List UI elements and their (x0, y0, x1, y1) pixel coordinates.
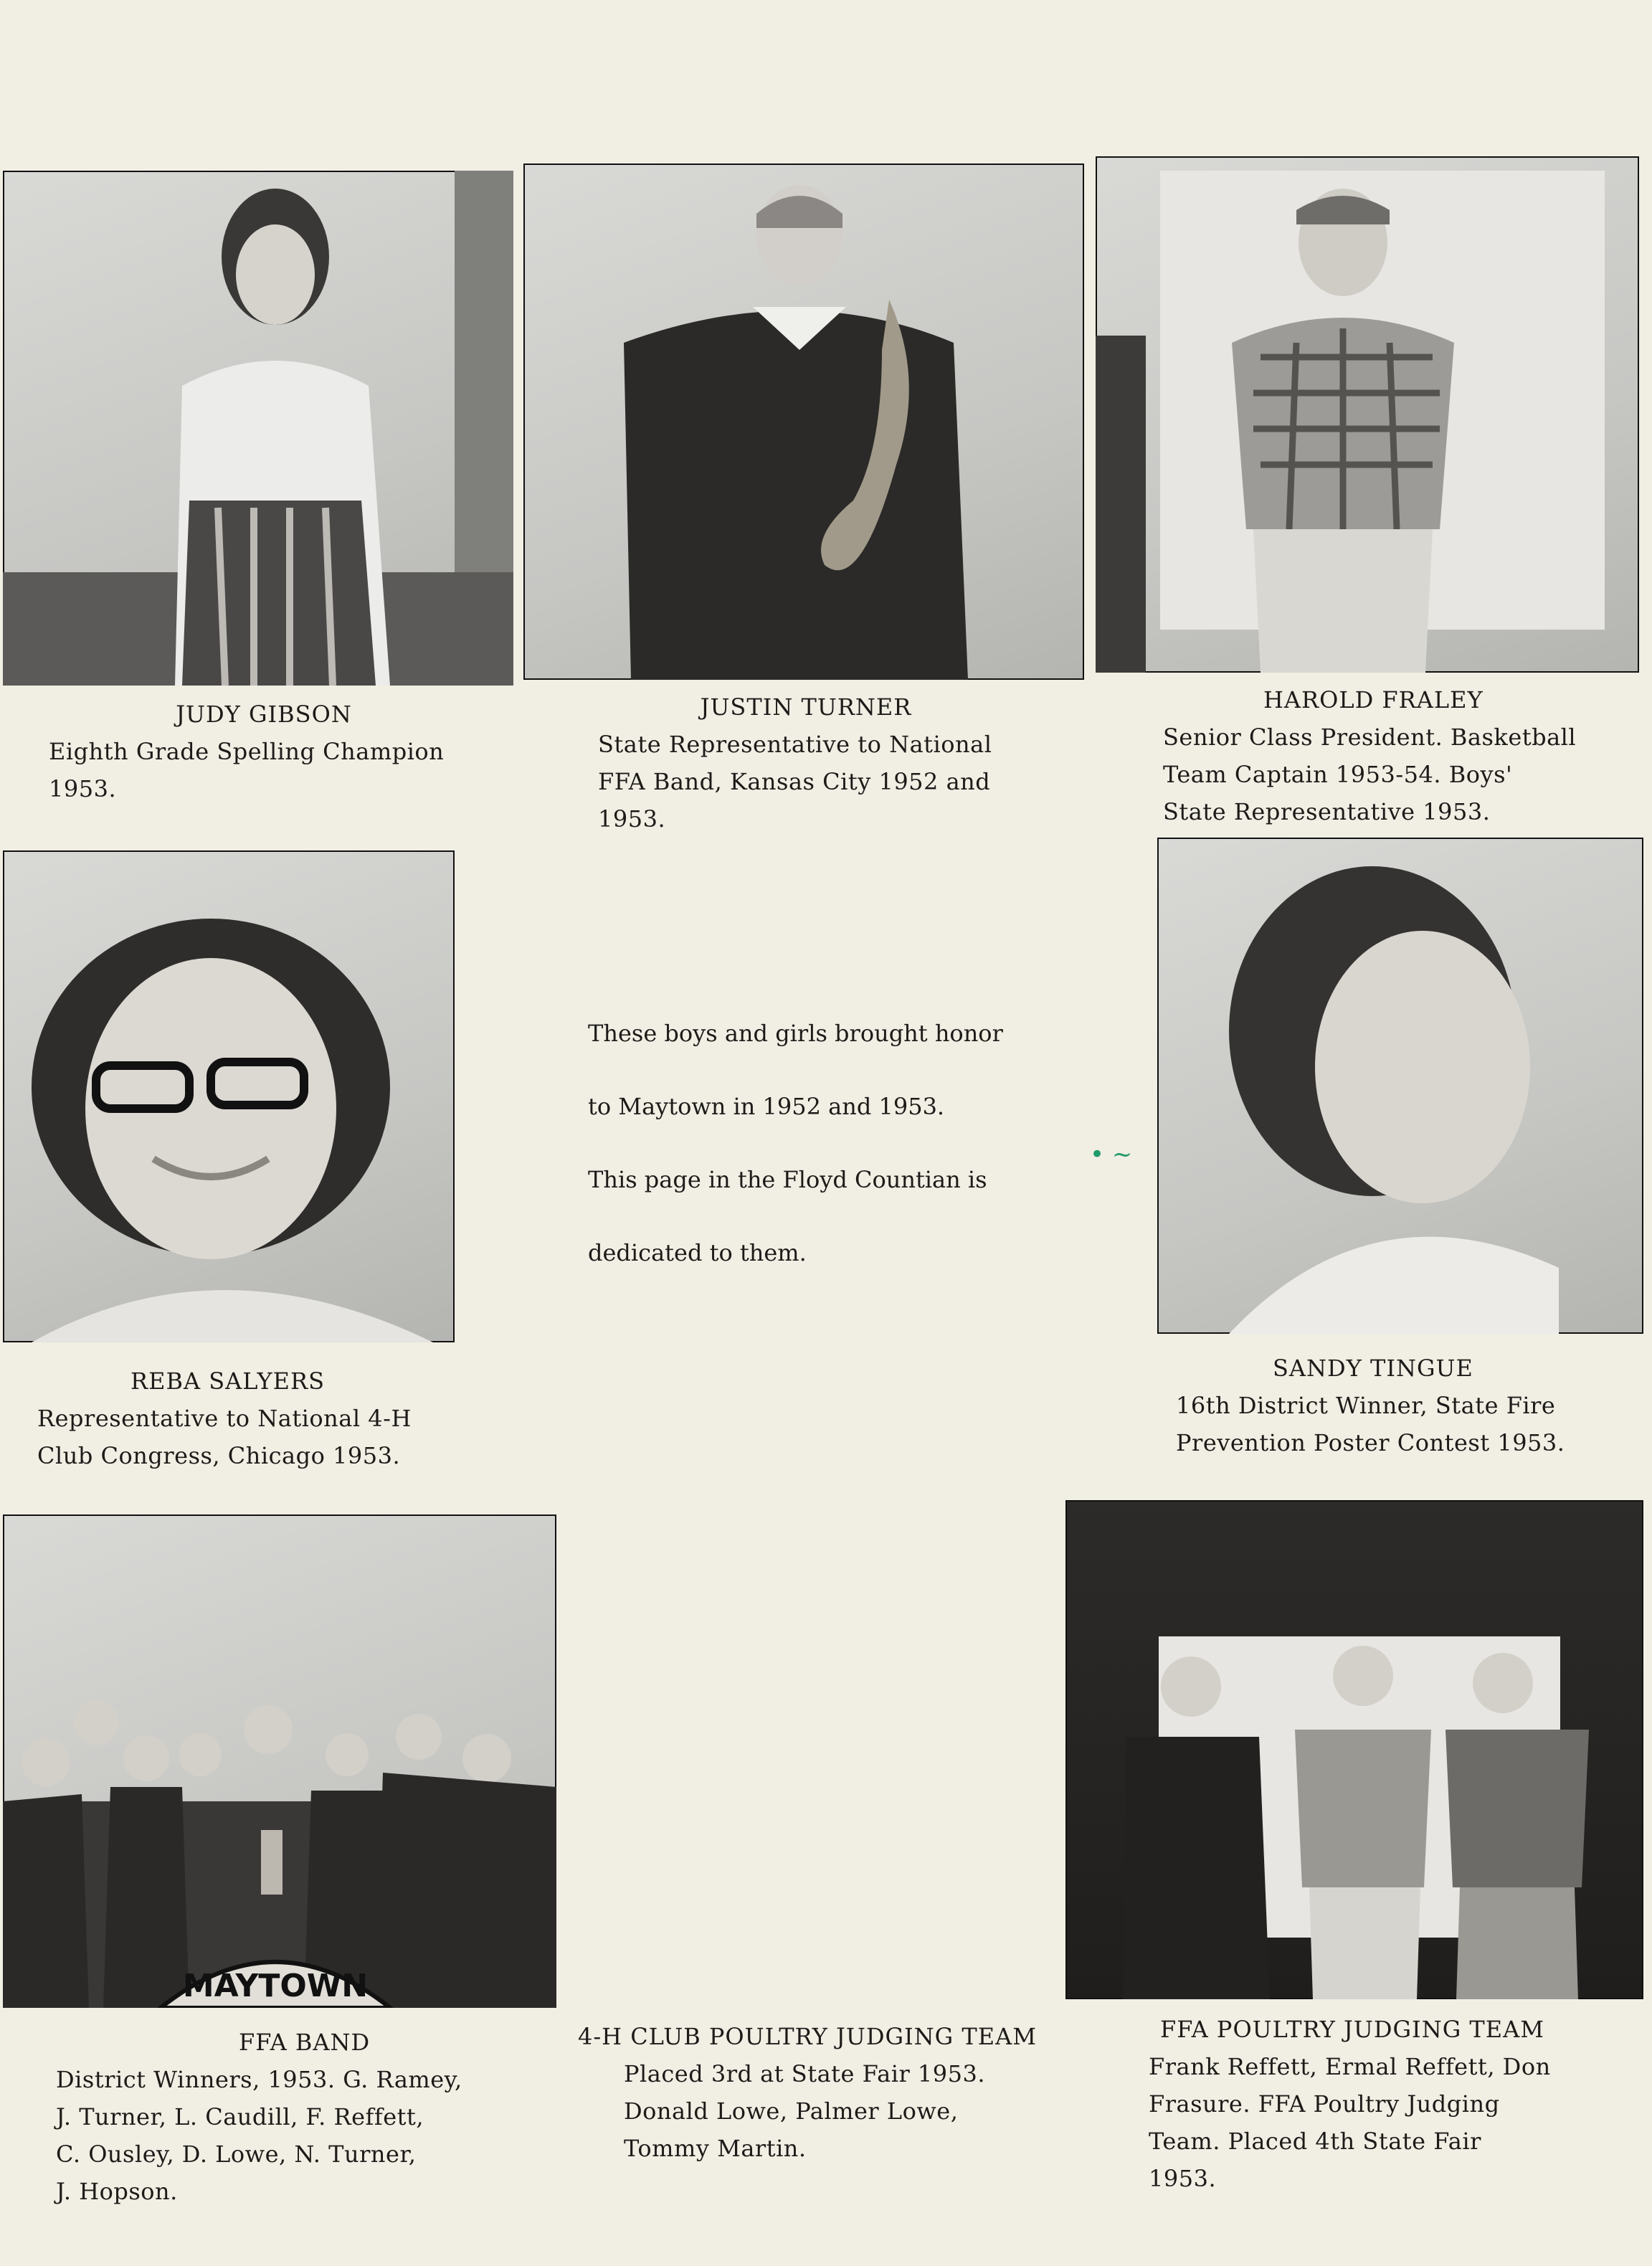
caption-line: 1953. (598, 805, 666, 833)
caption-line: Tommy Martin. (624, 2135, 807, 2162)
caption-line: J. Hopson. (56, 2178, 178, 2205)
caption-line: Prevention Poster Contest 1953. (1176, 1429, 1565, 1456)
photo-ffa-band (3, 1514, 556, 2008)
ink-mark-icon: • ~ (1090, 1140, 1133, 1169)
dedication-line: dedicated to them. (588, 1239, 807, 1266)
caption-line: 1953. (49, 775, 117, 802)
portrait-figure (3, 850, 455, 1342)
caption-line: Donald Lowe, Palmer Lowe, (624, 2097, 959, 2125)
caption-line: State Representative to National (598, 731, 992, 758)
caption-reba-salyers (37, 1362, 467, 1474)
dedication-line: This page in the Floyd Countian is (588, 1166, 987, 1193)
name-sandy-tingue: SANDY TINGUE (1273, 1355, 1473, 1382)
photo-justin-turner (523, 163, 1084, 680)
caption-line: 16th District Winner, State Fire (1176, 1392, 1556, 1419)
drum-label: MAYTOWN (182, 1968, 369, 2004)
name-justin-turner: JUSTIN TURNER (700, 693, 912, 721)
caption-line: District Winners, 1953. G. Ramey, (56, 2066, 462, 2093)
group-figures (1065, 1500, 1643, 1999)
dedication-line: to Maytown in 1952 and 1953. (588, 1093, 945, 1120)
caption-ffa-band (56, 2024, 543, 2210)
portrait-figure (3, 171, 513, 686)
caption-sandy-tingue (1176, 1350, 1606, 1461)
caption-line: C. Ousley, D. Lowe, N. Turner, (56, 2141, 417, 2168)
portrait-figure (1096, 156, 1639, 673)
caption-line: State Representative 1953. (1163, 798, 1491, 825)
caption-line: Frasure. FFA Poultry Judging (1149, 2090, 1500, 2118)
photo-reba-salyers (3, 850, 455, 1342)
name-harold-fraley: HAROLD FRALEY (1263, 686, 1484, 714)
dedication-text (588, 997, 1003, 1289)
title-ffa-band: FFA BAND (239, 2029, 371, 2056)
portrait-figure (523, 163, 1084, 680)
caption-line: 1953. (1149, 2165, 1217, 2192)
caption-line: Placed 3rd at State Fair 1953. (624, 2060, 986, 2087)
photo-ffa-poultry-team (1065, 1500, 1643, 1999)
caption-line: Team. Placed 4th State Fair (1149, 2128, 1481, 2155)
photo-sandy-tingue (1157, 838, 1643, 1334)
caption-line: Representative to National 4-H (37, 1405, 412, 1432)
caption-line: FFA Band, Kansas City 1952 and (598, 768, 991, 795)
caption-ffa-poultry-team (1149, 2011, 1636, 2197)
caption-line: Senior Class President. Basketball (1163, 724, 1577, 751)
caption-line: Club Congress, Chicago 1953. (37, 1442, 401, 1469)
caption-judy-gibson (49, 696, 479, 807)
caption-line: Eighth Grade Spelling Champion (49, 738, 445, 765)
caption-line: Frank Reffett, Ermal Reffett, Don (1149, 2053, 1551, 2080)
name-judy-gibson: JUDY GIBSON (176, 701, 352, 728)
dedication-line: These boys and girls brought honor (588, 1020, 1003, 1047)
group-figures (3, 1514, 556, 2008)
caption-line: J. Turner, L. Caudill, F. Reffett, (56, 2103, 424, 2130)
caption-justin-turner (598, 688, 1014, 838)
name-reba-salyers: REBA SALYERS (130, 1367, 325, 1395)
photo-judy-gibson (3, 171, 513, 686)
caption-harold-fraley (1163, 681, 1593, 830)
photo-harold-fraley (1096, 156, 1639, 673)
portrait-figure (1157, 838, 1643, 1334)
title-ffa-poultry-team: FFA POULTRY JUDGING TEAM (1160, 2016, 1544, 2043)
caption-line: Team Captain 1953-54. Boys' (1163, 761, 1513, 788)
title-4h-poultry-team: 4-H CLUB POULTRY JUDGING TEAM (578, 2023, 1037, 2050)
caption-4h-poultry-team (578, 2018, 1065, 2167)
